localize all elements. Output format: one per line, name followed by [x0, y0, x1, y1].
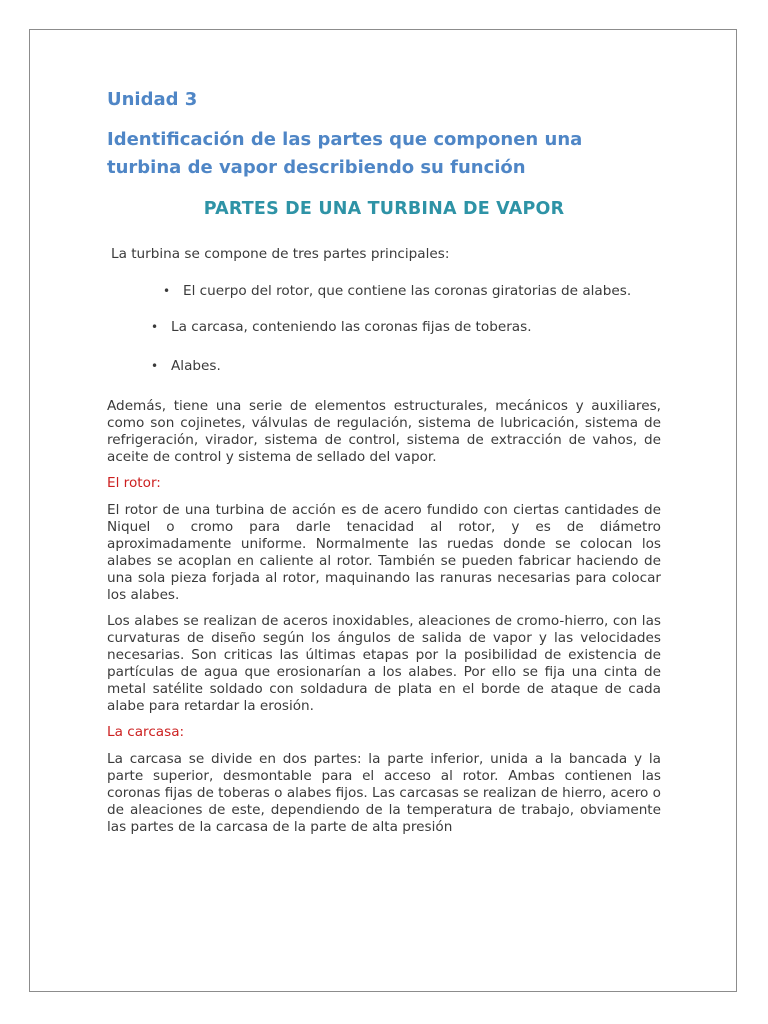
parts-list [107, 283, 661, 375]
list-item-text: La carcasa, conteniendo las coronas fijas de toberas. [171, 319, 532, 335]
carcasa-subheading: La carcasa: [107, 724, 185, 740]
list-item [107, 283, 661, 300]
intro-paragraph: La turbina se compone de tres partes principales: [111, 246, 450, 262]
document-title: Identificación de las partes que componen una turbina de vapor describiendo su función [107, 129, 583, 178]
rotor-paragraph-2: Los alabes se realizan de aceros inoxidables, aleaciones de cromo-hierro, con las curvaturas de diseño según los ángulos de salida de vapor y las velocidades necesarias. Son criticas las últimas etapas por la posibilidad de existencia de partículas de agua que erosionarían a los alabes. Por ello se fija una cinta de metal satélite soldado con soldadura de plata en el borde de ataque de cada alabe para retardar la erosión. [107, 613, 661, 714]
section-heading: PARTES DE UNA TURBINA DE VAPOR [203, 199, 565, 219]
list-item [107, 358, 661, 375]
document-page [29, 29, 737, 992]
bullet-icon: • [163, 284, 171, 298]
list-item-text: El cuerpo del rotor, que contiene las coronas giratorias de alabes. [183, 283, 632, 299]
bullet-icon: • [151, 320, 159, 334]
rotor-subheading: El rotor: [107, 475, 161, 491]
page-content [107, 88, 661, 836]
bullet-icon: • [151, 359, 159, 373]
rotor-paragraph-1: El rotor de una turbina de acción es de acero fundido con ciertas cantidades de Niquel o cromo para darle tenacidad al rotor, y es de diámetro aproximadamente uniforme. Normalmente las ruedas donde se colocan los alabes se acoplan en caliente al rotor. También se pueden fabricar haciendo de una sola pieza forjada al rotor, maquinando las ranuras necesarias para colocar los alabes. [107, 502, 661, 603]
list-item-text: Alabes. [171, 358, 221, 374]
carcasa-paragraph-1: La carcasa se divide en dos partes: la parte inferior, unida a la bancada y la parte superior, desmontable para el acceso al rotor. Ambas contienen las coronas fijas de toberas o alabes fijos. Las carcasas se realizan de hierro, acero o de aleaciones de este, dependiendo de la temperatura de trabajo, obviamente las partes de la carcasa de la parte de alta presión [107, 751, 661, 835]
paragraph-ademas: Además, tiene una serie de elementos estructurales, mecánicos y auxiliares, como son cojinetes, válvulas de regulación, sistema de lubricación, sistema de refrigeración, virador, sistema de control, sistema de extracción de vahos, de aceite de control y sistema de sellado del vapor. [107, 398, 661, 465]
unit-title: Unidad 3 [107, 89, 198, 110]
list-item [107, 319, 661, 336]
